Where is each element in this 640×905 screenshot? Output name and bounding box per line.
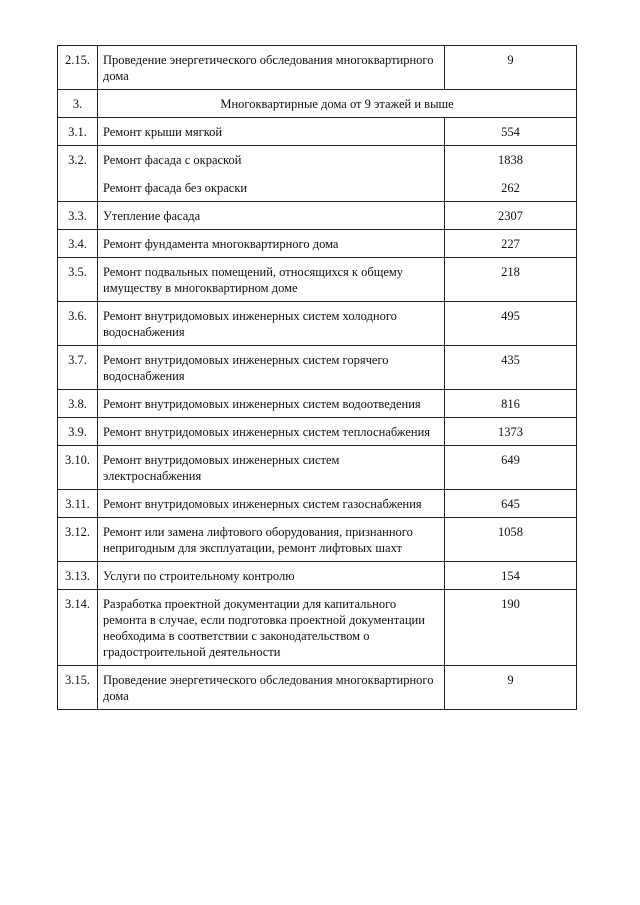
- cost-value: 154: [445, 562, 577, 590]
- table-row: [58, 46, 577, 90]
- row-number: 3.7.: [58, 346, 98, 390]
- table-row: [58, 258, 577, 302]
- table-row: [58, 490, 577, 518]
- work-name: Ремонт крыши мягкой: [98, 118, 445, 146]
- work-name: Ремонт фундамента многоквартирного дома: [98, 230, 445, 258]
- section-number: 3.: [58, 90, 98, 118]
- row-number: 3.4.: [58, 230, 98, 258]
- row-number: 3.10.: [58, 446, 98, 490]
- work-name: Ремонт внутридомовых инженерных систем холодного водоснабжения: [98, 302, 445, 346]
- cost-value: 495: [445, 302, 577, 346]
- row-number: 3.13.: [58, 562, 98, 590]
- row-number: 3.12.: [58, 518, 98, 562]
- work-name: Ремонт фасада с окраской: [103, 153, 242, 167]
- table-row: [58, 562, 577, 590]
- table-row: [58, 346, 577, 390]
- cost-value: 190: [445, 590, 577, 666]
- cost-value: 435: [445, 346, 577, 390]
- cost-value-alt: 262: [501, 181, 520, 195]
- cost-value: 227: [445, 230, 577, 258]
- work-name: Ремонт внутридомовых инженерных систем газоснабжения: [98, 490, 445, 518]
- cost-value: 218: [445, 258, 577, 302]
- cost-value: 554: [445, 118, 577, 146]
- table-row: [58, 118, 577, 146]
- row-number: 3.15.: [58, 666, 98, 710]
- row-number: 3.6.: [58, 302, 98, 346]
- table-row: [58, 202, 577, 230]
- cost-value: 645: [445, 490, 577, 518]
- work-name: Услуги по строительному контролю: [98, 562, 445, 590]
- cost-value: 816: [445, 390, 577, 418]
- table-row: [58, 418, 577, 446]
- row-number: 3.14.: [58, 590, 98, 666]
- row-number: 3.9.: [58, 418, 98, 446]
- cost-value: 1373: [445, 418, 577, 446]
- table-row: [58, 666, 577, 710]
- row-number: 2.15.: [58, 46, 98, 90]
- work-name: Ремонт или замена лифтового оборудования, признанного непригодным для эксплуатации, ремонт лифтовых шахт: [98, 518, 445, 562]
- work-name: Ремонт подвальных помещений, относящихся к общему имуществу в многоквартирном доме: [98, 258, 445, 302]
- cost-table: [57, 45, 577, 710]
- table-row: [58, 390, 577, 418]
- row-number: 3.5.: [58, 258, 98, 302]
- row-number: 3.11.: [58, 490, 98, 518]
- work-name: Разработка проектной документации для капитального ремонта в случае, если подготовка проектной документации необходима в соответствии с законодательством о градостроительной деятельности: [98, 590, 445, 666]
- work-name: Ремонт внутридомовых инженерных систем водоотведения: [98, 390, 445, 418]
- work-name-group: [98, 146, 445, 202]
- work-name: Ремонт внутридомовых инженерных систем теплоснабжения: [98, 418, 445, 446]
- table-row: [58, 302, 577, 346]
- work-name: Ремонт внутридомовых инженерных систем электроснабжения: [98, 446, 445, 490]
- cost-value: 9: [445, 666, 577, 710]
- cost-value-group: [445, 146, 577, 202]
- table-row: [58, 590, 577, 666]
- table-row: [58, 230, 577, 258]
- work-name: Ремонт внутридомовых инженерных систем горячего водоснабжения: [98, 346, 445, 390]
- section-row: [58, 90, 577, 118]
- cost-value: 2307: [445, 202, 577, 230]
- cost-value: 1058: [445, 518, 577, 562]
- cost-value: 1838: [498, 153, 523, 167]
- cost-value: 9: [445, 46, 577, 90]
- work-name: Проведение энергетического обследования многоквартирного дома: [98, 46, 445, 90]
- table-row: [58, 518, 577, 562]
- row-number: 3.8.: [58, 390, 98, 418]
- cost-value: 649: [445, 446, 577, 490]
- row-number: 3.1.: [58, 118, 98, 146]
- work-name: Проведение энергетического обследования многоквартирного дома: [98, 666, 445, 710]
- row-number: 3.2.: [58, 146, 98, 202]
- work-name: Утепление фасада: [98, 202, 445, 230]
- table-row: [58, 146, 577, 202]
- section-title: Многоквартирные дома от 9 этажей и выше: [98, 90, 577, 118]
- table-row: [58, 446, 577, 490]
- row-number: 3.3.: [58, 202, 98, 230]
- work-name-alt: Ремонт фасада без окраски: [103, 181, 248, 195]
